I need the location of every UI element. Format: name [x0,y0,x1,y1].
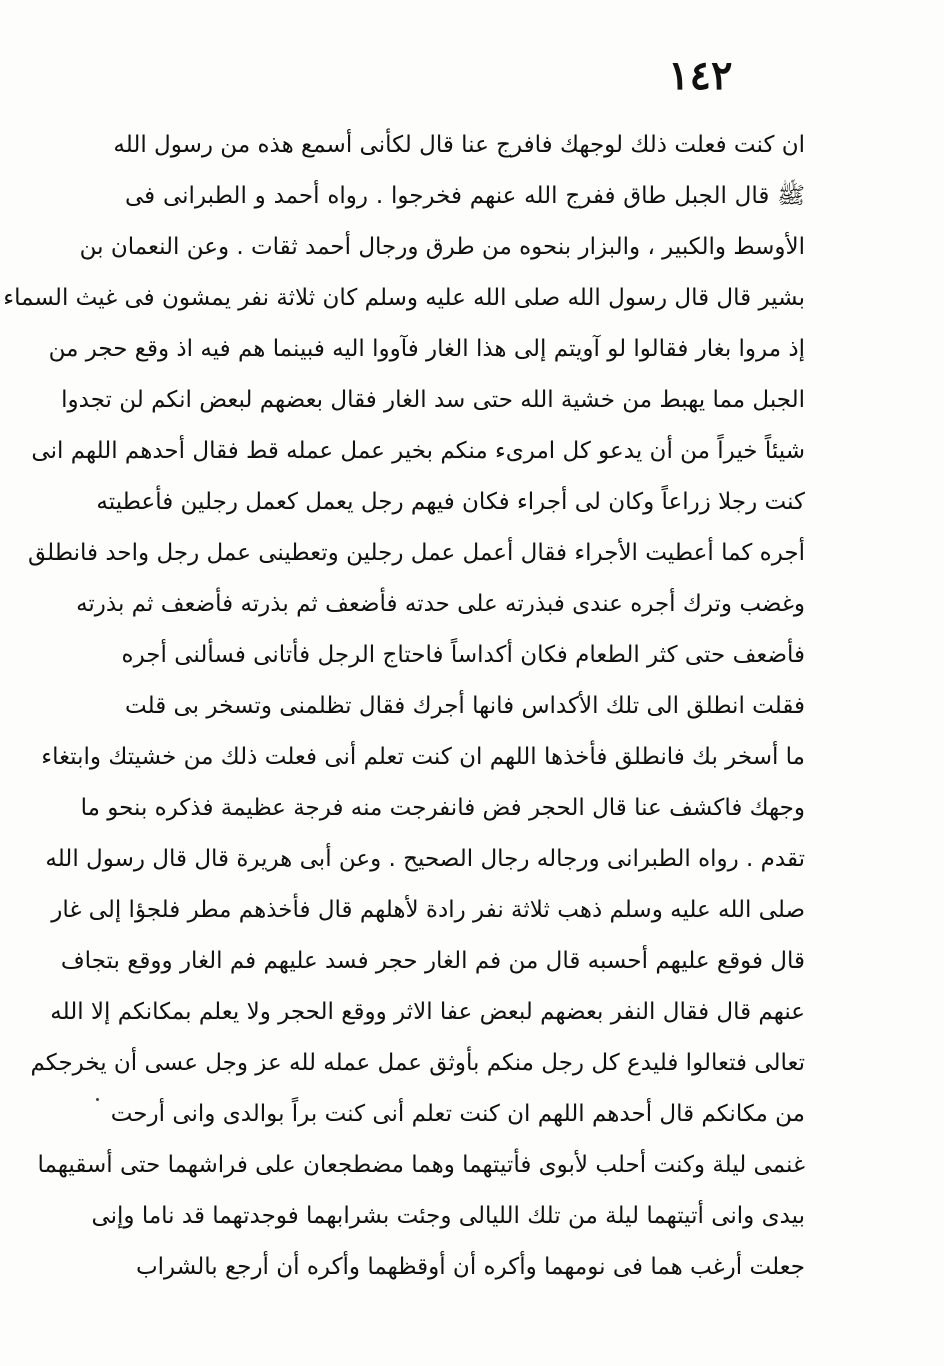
text-line: ان كنت فعلت ذلك لوجهك فافرج عنا قال لكأنى أسمع هذه من رسول الله [113,132,805,158]
text-line: كنت رجلا زراعاً وكان لى أجراء فكان فيهم رجل يعمل كعمل رجلين فأعطيته [96,489,805,515]
text-line: الأوسط والكبير ، والبزار بنحوه من طرق ورجال أحمد ثقات . وعن النعمان بن [79,234,805,260]
text-line: صلى الله عليه وسلم ذهب ثلاثة نفر رادة لأهلهم قال فأخذهم مطر فلجؤا إلى غار [51,897,805,923]
body-text [3,120,805,1293]
text-line: أجره كما أعطيت الأجراء فقال أعمل عمل رجلين وتعطينى عمل رجل واحد فانطلق [27,540,805,566]
text-line: من مكانكم قال أحدهم اللهم ان كنت تعلم أنى كنت براً بوالدى وانى أرحت [110,1101,805,1127]
text-line: عنهم قال فقال النفر بعضهم لبعض عفا الاثر ووقع الحجر ولا يعلم بمكانكم إلا الله [50,999,805,1025]
text-line: بيدى وانى أتيتهما ليلة من تلك الليالى وجئت بشرابهما فوجدتهما قد ناما وإنى [91,1203,805,1229]
scan-speck [96,1098,99,1101]
text-line: فقلت انطلق الى تلك الأكداس فانها أجرك فقال تظلمنى وتسخر بى قلت [125,693,805,719]
text-line: تقدم . رواه الطبرانى ورجاله رجال الصحيح . وعن أبى هريرة قال قال رسول الله [45,846,805,872]
text-line: غنمى ليلة وكنت أحلب لأبوى فأتيتهما وهما مضطجعان على فراشهما حتى أسقيهما [37,1152,805,1178]
text-line: ﷺ قال الجبل طاق ففرج الله عنهم فخرجوا . رواه أحمد و الطبرانى فى [125,183,805,209]
text-line: الجبل مما يهبط من خشية الله حتى سد الغار فقال بعضهم لبعض انكم لن تجدوا [61,387,805,413]
text-line: وغضب وترك أجره عندى فبذرته على حدته فأضعف ثم بذرته فأضعف ثم بذرته [76,591,805,617]
text-line: تعالى فتعالوا فليدع كل رجل منكم بأوثق عمل عمله لله عز وجل عسى أن يخرجكم [30,1050,805,1076]
text-line: بشير قال قال رسول الله صلى الله عليه وسلم كان ثلاثة نفر يمشون فى غيث السماء [3,285,805,311]
text-line: جعلت أرغب هما فى نومهما وأكره أن أوقظهما وأكره أن أرجع بالشراب [136,1254,805,1280]
page-number: ١٤٢ [668,52,733,99]
text-line: شيئاً خيراً من أن يدعو كل امرىء منكم بخير عمل عمله قط فقال أحدهم اللهم انى [31,438,805,464]
text-line: إذ مروا بغار فقالوا لو آويتم إلى هذا الغار فآووا اليه فبينما هم فيه اذ وقع حجر من [48,336,805,362]
text-line: قال فوقع عليهم أحسبه قال من فم الغار حجر فسد عليهم فم الغار ووقع بتجاف [60,948,805,974]
text-line: ما أسخر بك فانطلق فأخذها اللهم ان كنت تعلم أنى فعلت ذلك من خشيتك وابتغاء [41,744,805,770]
text-line: وجهك فاكشف عنا قال الحجر فض فانفرجت منه فرجة عظيمة فذكره بنحو ما [80,795,805,821]
text-line: فأضعف حتى كثر الطعام فكان أكداساً فاحتاج الرجل فأتانى فسألنى أجره [121,642,805,668]
